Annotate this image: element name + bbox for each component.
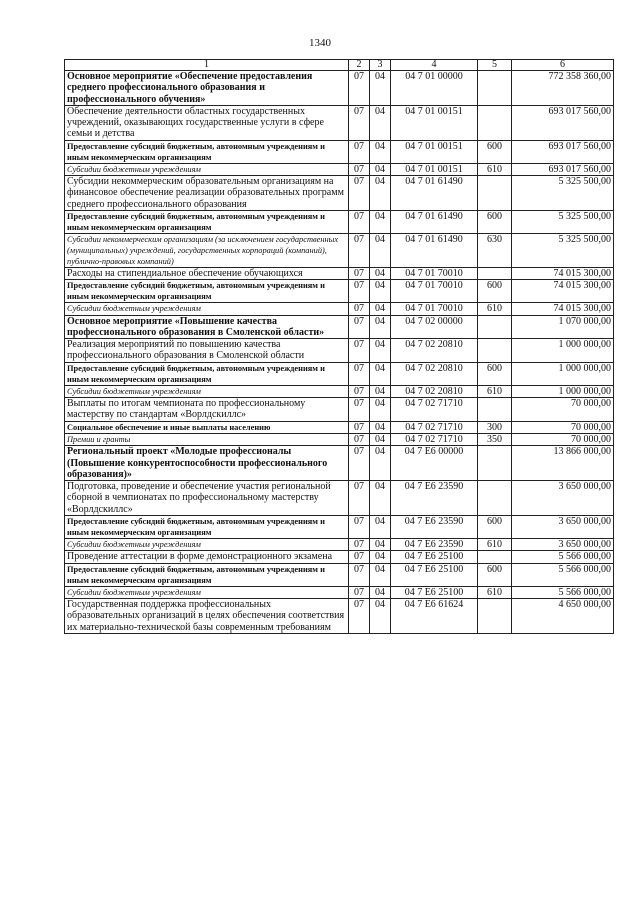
table-row [65, 446, 614, 481]
amount-value: 5 325 500,00 [512, 210, 614, 233]
row-name: Предоставление субсидий бюджетным, автономным учреждениям и иным некоммерческим организациям [65, 280, 349, 303]
amount-value: 1 000 000,00 [512, 339, 614, 363]
expense-type-code [478, 551, 512, 563]
expense-type-code: 610 [478, 385, 512, 397]
row-name: Предоставление субсидий бюджетным, автономным учреждениям и иным некоммерческим организациям [65, 516, 349, 539]
target-article-code: 04 7 02 71710 [391, 421, 478, 433]
column-header: 4 [391, 60, 478, 71]
column-header: 5 [478, 60, 512, 71]
row-name: Субсидии бюджетным учреждениям [65, 303, 349, 315]
expense-type-code [478, 446, 512, 481]
amount-value: 693 017 560,00 [512, 105, 614, 140]
section-code: 07 [349, 563, 370, 586]
target-article-code: 04 7 02 71710 [391, 433, 478, 445]
row-name: Расходы на стипендиальное обеспечение обучающихся [65, 267, 349, 279]
section-code: 07 [349, 176, 370, 211]
subsection-code: 04 [370, 71, 391, 106]
expense-type-code: 610 [478, 586, 512, 598]
amount-value: 5 325 500,00 [512, 176, 614, 211]
table-row [65, 563, 614, 586]
expense-type-code: 610 [478, 163, 512, 175]
target-article-code: 04 7 01 00151 [391, 105, 478, 140]
table-header-row [65, 60, 614, 71]
page-number: 1340 [309, 37, 331, 49]
section-code: 07 [349, 586, 370, 598]
target-article-code: 04 7 01 61490 [391, 233, 478, 267]
target-article-code: 04 7 E6 25100 [391, 551, 478, 563]
target-article-code: 04 7 01 70010 [391, 280, 478, 303]
expense-type-code [478, 176, 512, 211]
section-code: 07 [349, 598, 370, 633]
table-row [65, 140, 614, 163]
target-article-code: 04 7 01 00000 [391, 71, 478, 106]
subsection-code: 04 [370, 140, 391, 163]
target-article-code: 04 7 E6 23590 [391, 516, 478, 539]
section-code: 07 [349, 539, 370, 551]
expense-type-code: 350 [478, 433, 512, 445]
row-name: Реализация мероприятий по повышению качества профессионального образования в Смоленской области [65, 339, 349, 363]
row-name: Предоставление субсидий бюджетным, автономным учреждениям и иным некоммерческим организациям [65, 362, 349, 385]
table-row [65, 315, 614, 339]
row-name: Субсидии бюджетным учреждениям [65, 385, 349, 397]
amount-value: 74 015 300,00 [512, 303, 614, 315]
section-code: 07 [349, 362, 370, 385]
table-body [65, 71, 614, 634]
table-row [65, 586, 614, 598]
subsection-code: 04 [370, 315, 391, 339]
target-article-code: 04 7 02 20810 [391, 385, 478, 397]
section-code: 07 [349, 551, 370, 563]
section-code: 07 [349, 267, 370, 279]
target-article-code: 04 7 02 20810 [391, 339, 478, 363]
expense-type-code: 600 [478, 280, 512, 303]
target-article-code: 04 7 E6 23590 [391, 481, 478, 516]
budget-table [64, 59, 614, 634]
section-code: 07 [349, 433, 370, 445]
section-code: 07 [349, 280, 370, 303]
amount-value: 693 017 560,00 [512, 140, 614, 163]
table-row [65, 339, 614, 363]
row-name: Предоставление субсидий бюджетным, автономным учреждениям и иным некоммерческим организациям [65, 210, 349, 233]
expense-type-code: 600 [478, 140, 512, 163]
target-article-code: 04 7 01 00151 [391, 163, 478, 175]
section-code: 07 [349, 303, 370, 315]
expense-type-code: 600 [478, 362, 512, 385]
target-article-code: 04 7 E6 61624 [391, 598, 478, 633]
table-row [65, 539, 614, 551]
table-row [65, 210, 614, 233]
expense-type-code [478, 598, 512, 633]
amount-value: 3 650 000,00 [512, 539, 614, 551]
row-name: Основное мероприятие «Обеспечение предоставления среднего профессионального образования и профессионального обучения» [65, 71, 349, 106]
table-row [65, 598, 614, 633]
target-article-code: 04 7 01 70010 [391, 303, 478, 315]
subsection-code: 04 [370, 586, 391, 598]
section-code: 07 [349, 481, 370, 516]
target-article-code: 04 7 01 70010 [391, 267, 478, 279]
table-row [65, 516, 614, 539]
table-row [65, 303, 614, 315]
subsection-code: 04 [370, 446, 391, 481]
subsection-code: 04 [370, 433, 391, 445]
row-name: Выплаты по итогам чемпионата по профессиональному мастерству по стандартам «Ворлдскиллс» [65, 398, 349, 422]
amount-value: 3 650 000,00 [512, 481, 614, 516]
subsection-code: 04 [370, 516, 391, 539]
table-row [65, 433, 614, 445]
expense-type-code: 600 [478, 563, 512, 586]
expense-type-code: 630 [478, 233, 512, 267]
subsection-code: 04 [370, 267, 391, 279]
amount-value: 1 000 000,00 [512, 362, 614, 385]
section-code: 07 [349, 140, 370, 163]
section-code: 07 [349, 233, 370, 267]
target-article-code: 04 7 01 61490 [391, 210, 478, 233]
section-code: 07 [349, 385, 370, 397]
target-article-code: 04 7 E6 25100 [391, 563, 478, 586]
target-article-code: 04 7 E6 00000 [391, 446, 478, 481]
subsection-code: 04 [370, 105, 391, 140]
section-code: 07 [349, 398, 370, 422]
amount-value: 5 566 000,00 [512, 586, 614, 598]
subsection-code: 04 [370, 481, 391, 516]
amount-value: 693 017 560,00 [512, 163, 614, 175]
amount-value: 1 070 000,00 [512, 315, 614, 339]
section-code: 07 [349, 71, 370, 106]
subsection-code: 04 [370, 233, 391, 267]
table-row [65, 398, 614, 422]
table-row [65, 163, 614, 175]
table-row [65, 267, 614, 279]
expense-type-code [478, 315, 512, 339]
table-row [65, 362, 614, 385]
amount-value: 74 015 300,00 [512, 267, 614, 279]
subsection-code: 04 [370, 385, 391, 397]
expense-type-code [478, 339, 512, 363]
row-name: Субсидии некоммерческим организациям (за исключением государственных (муниципальных) учреждений, государственных корпораций (компаний), публично-правовых компаний) [65, 233, 349, 267]
amount-value: 70 000,00 [512, 433, 614, 445]
target-article-code: 04 7 E6 23590 [391, 539, 478, 551]
expense-type-code: 600 [478, 210, 512, 233]
section-code: 07 [349, 339, 370, 363]
column-header: 3 [370, 60, 391, 71]
row-name: Премии и гранты [65, 433, 349, 445]
subsection-code: 04 [370, 210, 391, 233]
section-code: 07 [349, 163, 370, 175]
amount-value: 5 566 000,00 [512, 551, 614, 563]
table-row [65, 385, 614, 397]
subsection-code: 04 [370, 280, 391, 303]
expense-type-code [478, 105, 512, 140]
row-name: Основное мероприятие «Повышение качества профессионального образования в Смоленской области» [65, 315, 349, 339]
amount-value: 772 358 360,00 [512, 71, 614, 106]
column-header: 1 [65, 60, 349, 71]
expense-type-code: 610 [478, 303, 512, 315]
amount-value: 74 015 300,00 [512, 280, 614, 303]
amount-value: 3 650 000,00 [512, 516, 614, 539]
row-name: Подготовка, проведение и обеспечение участия региональной сборной в чемпионатах по профессиональному мастерству «Ворлдскиллс» [65, 481, 349, 516]
column-header: 2 [349, 60, 370, 71]
subsection-code: 04 [370, 563, 391, 586]
row-name: Субсидии некоммерческим образовательным организациям на финансовое обеспечение реализации образовательных программ среднего профессионального образования [65, 176, 349, 211]
table-row [65, 105, 614, 140]
row-name: Предоставление субсидий бюджетным, автономным учреждениям и иным некоммерческим организациям [65, 563, 349, 586]
expense-type-code [478, 267, 512, 279]
amount-value: 5 566 000,00 [512, 563, 614, 586]
section-code: 07 [349, 210, 370, 233]
subsection-code: 04 [370, 176, 391, 211]
table-row [65, 233, 614, 267]
subsection-code: 04 [370, 398, 391, 422]
subsection-code: 04 [370, 598, 391, 633]
table-row [65, 481, 614, 516]
row-name: Субсидии бюджетным учреждениям [65, 586, 349, 598]
target-article-code: 04 7 02 71710 [391, 398, 478, 422]
row-name: Региональный проект «Молодые профессионалы (Повышение конкурентоспособности профессионального образования)» [65, 446, 349, 481]
row-name: Проведение аттестации в форме демонстрационного экзамена [65, 551, 349, 563]
section-code: 07 [349, 516, 370, 539]
subsection-code: 04 [370, 539, 391, 551]
row-name: Обеспечение деятельности областных государственных учреждений, оказывающих государственные услуги в сфере семьи и детства [65, 105, 349, 140]
subsection-code: 04 [370, 551, 391, 563]
table-row [65, 280, 614, 303]
table-row [65, 176, 614, 211]
target-article-code: 04 7 01 61490 [391, 176, 478, 211]
expense-type-code: 600 [478, 516, 512, 539]
table-row [65, 71, 614, 106]
row-name: Субсидии бюджетным учреждениям [65, 539, 349, 551]
expense-type-code [478, 398, 512, 422]
amount-value: 5 325 500,00 [512, 233, 614, 267]
subsection-code: 04 [370, 163, 391, 175]
expense-type-code [478, 481, 512, 516]
table-row [65, 551, 614, 563]
row-name: Социальное обеспечение и иные выплаты населению [65, 421, 349, 433]
table-row [65, 421, 614, 433]
target-article-code: 04 7 02 00000 [391, 315, 478, 339]
row-name: Государственная поддержка профессиональных образовательных организаций в целях обеспечения соответствия их материально-технической базы современным требованиям [65, 598, 349, 633]
subsection-code: 04 [370, 339, 391, 363]
amount-value: 70 000,00 [512, 421, 614, 433]
section-code: 07 [349, 446, 370, 481]
subsection-code: 04 [370, 421, 391, 433]
amount-value: 4 650 000,00 [512, 598, 614, 633]
target-article-code: 04 7 01 00151 [391, 140, 478, 163]
section-code: 07 [349, 421, 370, 433]
target-article-code: 04 7 02 20810 [391, 362, 478, 385]
row-name: Предоставление субсидий бюджетным, автономным учреждениям и иным некоммерческим организациям [65, 140, 349, 163]
subsection-code: 04 [370, 303, 391, 315]
section-code: 07 [349, 315, 370, 339]
subsection-code: 04 [370, 362, 391, 385]
expense-type-code: 300 [478, 421, 512, 433]
section-code: 07 [349, 105, 370, 140]
amount-value: 13 866 000,00 [512, 446, 614, 481]
target-article-code: 04 7 E6 25100 [391, 586, 478, 598]
row-name: Субсидии бюджетным учреждениям [65, 163, 349, 175]
amount-value: 1 000 000,00 [512, 385, 614, 397]
expense-type-code: 610 [478, 539, 512, 551]
amount-value: 70 000,00 [512, 398, 614, 422]
column-header: 6 [512, 60, 614, 71]
expense-type-code [478, 71, 512, 106]
